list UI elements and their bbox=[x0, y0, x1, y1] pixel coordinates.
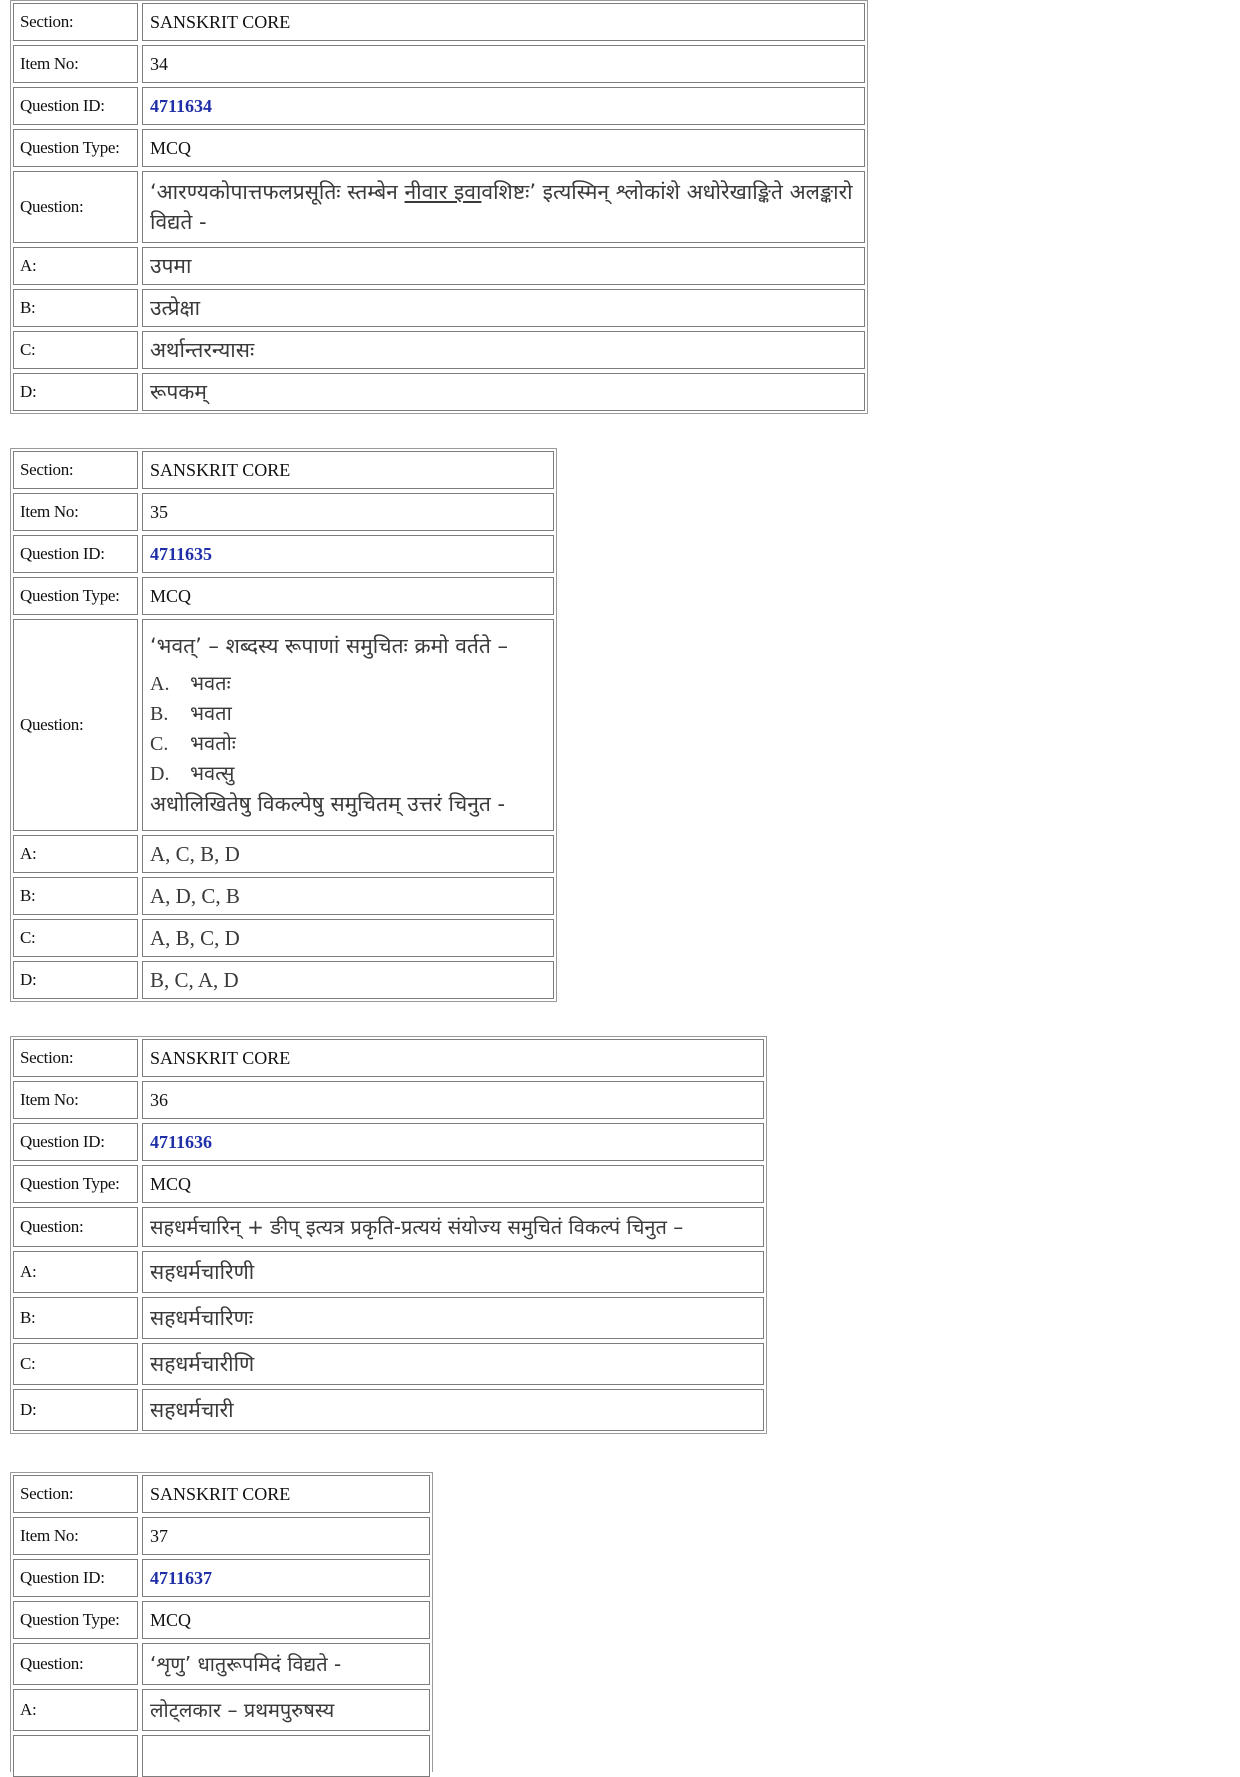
sub-item: D. भवत्सु bbox=[150, 761, 235, 785]
section-value: SANSKRIT CORE bbox=[142, 451, 554, 489]
question-id-label: Question ID: bbox=[13, 535, 138, 573]
question-type-label: Question Type: bbox=[13, 129, 138, 167]
option-b-value bbox=[142, 1735, 430, 1777]
option-a-label: A: bbox=[13, 835, 138, 873]
question-id-value: 4711634 bbox=[142, 87, 865, 125]
item-no-label: Item No: bbox=[13, 1081, 138, 1119]
item-no-value: 34 bbox=[142, 45, 865, 83]
question-type-value: MCQ bbox=[142, 1165, 764, 1203]
question-text bbox=[142, 171, 865, 243]
sub-item-list bbox=[150, 669, 236, 789]
option-d-value: B, C, A, D bbox=[142, 961, 554, 999]
question-text: सहधर्मचारिन् + ङीप् इत्यत्र प्रकृति-प्रत्ययं संयोज्य समुचितं विकल्पं चिनुत – bbox=[142, 1207, 764, 1247]
option-a-value: A, C, B, D bbox=[142, 835, 554, 873]
section-label: Section: bbox=[13, 451, 138, 489]
sub-item: A. भवतः bbox=[150, 671, 231, 695]
question-label: Question: bbox=[13, 1643, 138, 1685]
option-a-value: उपमा bbox=[142, 247, 865, 285]
question-text bbox=[142, 619, 554, 831]
option-d-value: रूपकम् bbox=[142, 373, 865, 411]
option-c-value: A, B, C, D bbox=[142, 919, 554, 957]
question-type-value: MCQ bbox=[142, 129, 865, 167]
option-c-value: अर्थान्तरन्यासः bbox=[142, 331, 865, 369]
question-id-label: Question ID: bbox=[13, 1123, 138, 1161]
question-label: Question: bbox=[13, 1207, 138, 1247]
option-a-label: A: bbox=[13, 247, 138, 285]
question-type-label: Question Type: bbox=[13, 577, 138, 615]
section-value: SANSKRIT CORE bbox=[142, 1039, 764, 1077]
option-b-value: उत्प्रेक्षा bbox=[142, 289, 865, 327]
question-table-34 bbox=[10, 0, 868, 414]
option-b-label: B: bbox=[13, 1297, 138, 1339]
option-b-label: B: bbox=[13, 877, 138, 915]
option-d-label: D: bbox=[13, 961, 138, 999]
option-a-label: A: bbox=[13, 1251, 138, 1293]
option-d-label: D: bbox=[13, 373, 138, 411]
option-c-label: C: bbox=[13, 1343, 138, 1385]
option-b-label: B: bbox=[13, 289, 138, 327]
question-label: Question: bbox=[13, 171, 138, 243]
item-no-value: 36 bbox=[142, 1081, 764, 1119]
question-id-value: 4711636 bbox=[142, 1123, 764, 1161]
option-b-value: A, D, C, B bbox=[142, 877, 554, 915]
question-id-label: Question ID: bbox=[13, 87, 138, 125]
option-a-label: A: bbox=[13, 1689, 138, 1731]
section-label: Section: bbox=[13, 3, 138, 41]
question-line-1: ‘भवत्’ – शब्दस्य रूपाणां समुचितः क्रमो वर्तते – bbox=[150, 634, 509, 658]
question-type-value: MCQ bbox=[142, 1601, 430, 1639]
item-no-value: 35 bbox=[142, 493, 554, 531]
question-table-35 bbox=[10, 448, 557, 1002]
option-a-value: सहधर्मचारिणी bbox=[142, 1251, 764, 1293]
sub-item: B. भवता bbox=[150, 701, 232, 725]
question-type-value: MCQ bbox=[142, 577, 554, 615]
section-label: Section: bbox=[13, 1039, 138, 1077]
sub-item: C. भवतोः bbox=[150, 731, 236, 755]
question-type-label: Question Type: bbox=[13, 1165, 138, 1203]
question-line-2: अधोलिखितेषु विकल्पेषु समुचितम् उत्तरं चिनुत - bbox=[150, 792, 506, 816]
question-table-37 bbox=[10, 1472, 433, 1772]
section-value: SANSKRIT CORE bbox=[142, 3, 865, 41]
option-c-label: C: bbox=[13, 919, 138, 957]
section-label: Section: bbox=[13, 1475, 138, 1513]
question-text-underlined: नीवार इवा bbox=[404, 180, 482, 204]
question-id-label: Question ID: bbox=[13, 1559, 138, 1597]
item-no-value: 37 bbox=[142, 1517, 430, 1555]
question-id-value: 4711635 bbox=[142, 535, 554, 573]
item-no-label: Item No: bbox=[13, 1517, 138, 1555]
option-b-value: सहधर्मचारिणः bbox=[142, 1297, 764, 1339]
item-no-label: Item No: bbox=[13, 45, 138, 83]
question-table-36 bbox=[10, 1036, 767, 1434]
option-b-label bbox=[13, 1735, 138, 1777]
question-label: Question: bbox=[13, 619, 138, 831]
question-type-label: Question Type: bbox=[13, 1601, 138, 1639]
question-id-value: 4711637 bbox=[142, 1559, 430, 1597]
item-no-label: Item No: bbox=[13, 493, 138, 531]
option-d-label: D: bbox=[13, 1389, 138, 1431]
option-c-value: सहधर्मचारीणि bbox=[142, 1343, 764, 1385]
option-c-label: C: bbox=[13, 331, 138, 369]
option-a-value: लोट्लकार – प्रथमपुरुषस्य bbox=[142, 1689, 430, 1731]
question-text: ‘शृणु’ धातुरूपमिदं विद्यते - bbox=[142, 1643, 430, 1685]
option-d-value: सहधर्मचारी bbox=[142, 1389, 764, 1431]
section-value: SANSKRIT CORE bbox=[142, 1475, 430, 1513]
question-text-pre: ‘आरण्यकोपात्तफलप्रसूतिः स्तम्बेन नीवार इवावशिष्टः’ इत्यस्मिन् श्लोकांशे अधोरेखाङ्किते अलङ्कारो विद्यते - bbox=[150, 180, 853, 234]
